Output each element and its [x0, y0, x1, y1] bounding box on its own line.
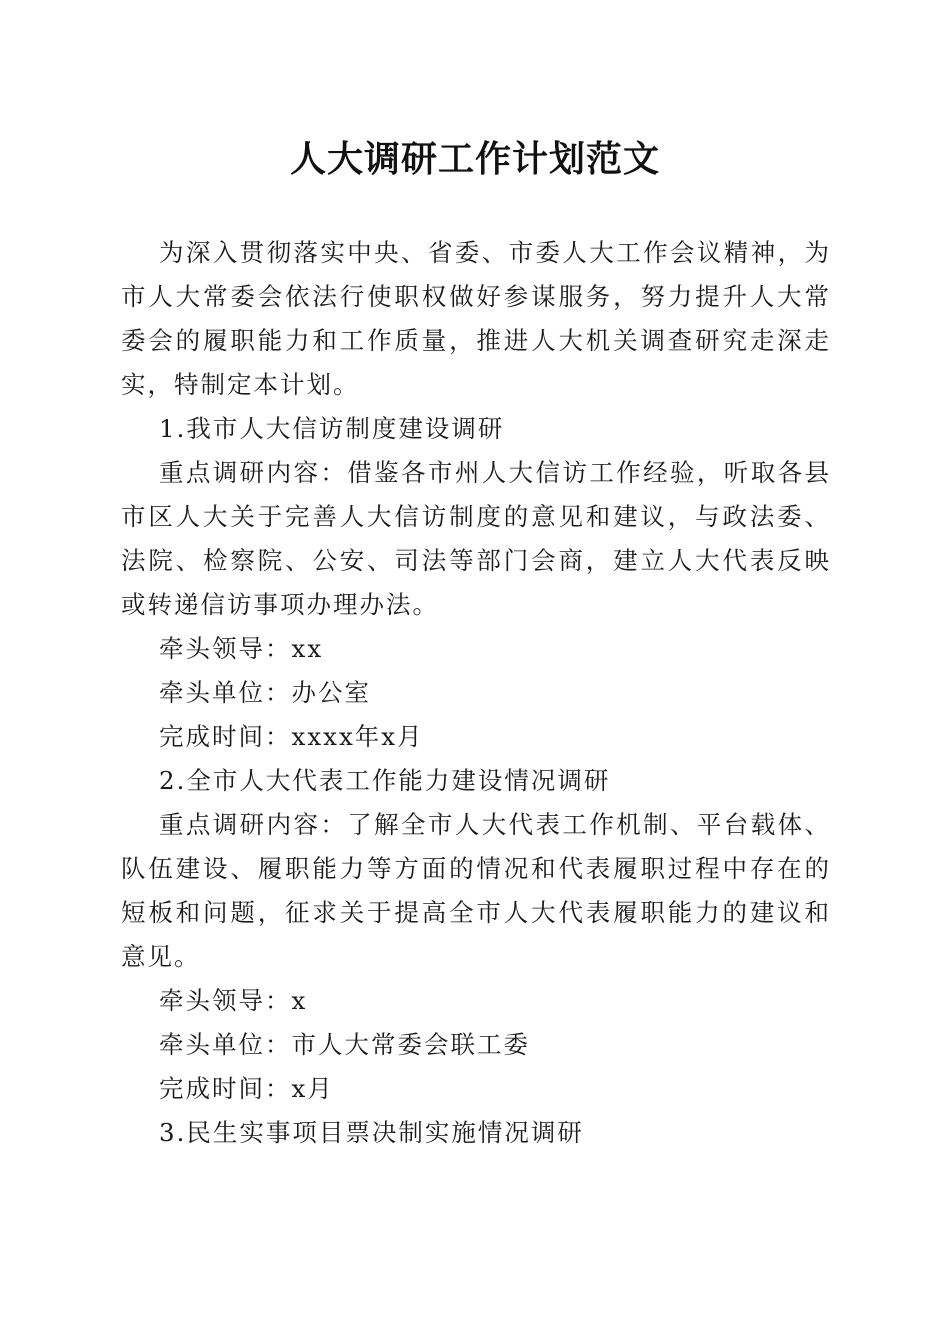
- item-deadline: 完成时间：x月: [159, 1074, 334, 1103]
- item-content: 重点调研内容：了解全市人大代表工作机制、平台载体、队伍建设、履职能力等方面的情况和代表履职过程中存在的短板和问题，征求关于提高全市人大代表履职能力的建议和意见。: [121, 810, 831, 971]
- item-content: 重点调研内容：借鉴各市州人大信访工作经验，听取各县市区人大关于完善人大信访制度的意见和建议，与政法委、法院、检察院、公安、司法等部门会商，建立人大代表反映或转递信访事项办理办法。: [121, 458, 831, 619]
- item-heading: 2.全市人大代表工作能力建设情况调研: [159, 766, 611, 795]
- document-body: [121, 231, 831, 1155]
- item-deadline: 完成时间：xxxx年x月: [159, 722, 424, 751]
- item-unit: 牵头单位：市人大常委会联工委: [159, 1030, 530, 1059]
- item-unit: 牵头单位：办公室: [159, 678, 371, 707]
- item-heading: 1.我市人大信访制度建设调研: [159, 414, 505, 443]
- item-heading: 3.民生实事项目票决制实施情况调研: [159, 1118, 584, 1147]
- intro-paragraph: 为深入贯彻落实中央、省委、市委人大工作会议精神，为市人大常委会依法行使职权做好参谋服务，努力提升人大常委会的履职能力和工作质量，推进人大机关调查研究走深走实，特制定本计划。: [121, 238, 831, 399]
- document-title: 人大调研工作计划范文: [289, 138, 660, 180]
- item-leader: 牵头领导：xx: [159, 634, 324, 663]
- item-leader: 牵头领导：x: [159, 986, 308, 1015]
